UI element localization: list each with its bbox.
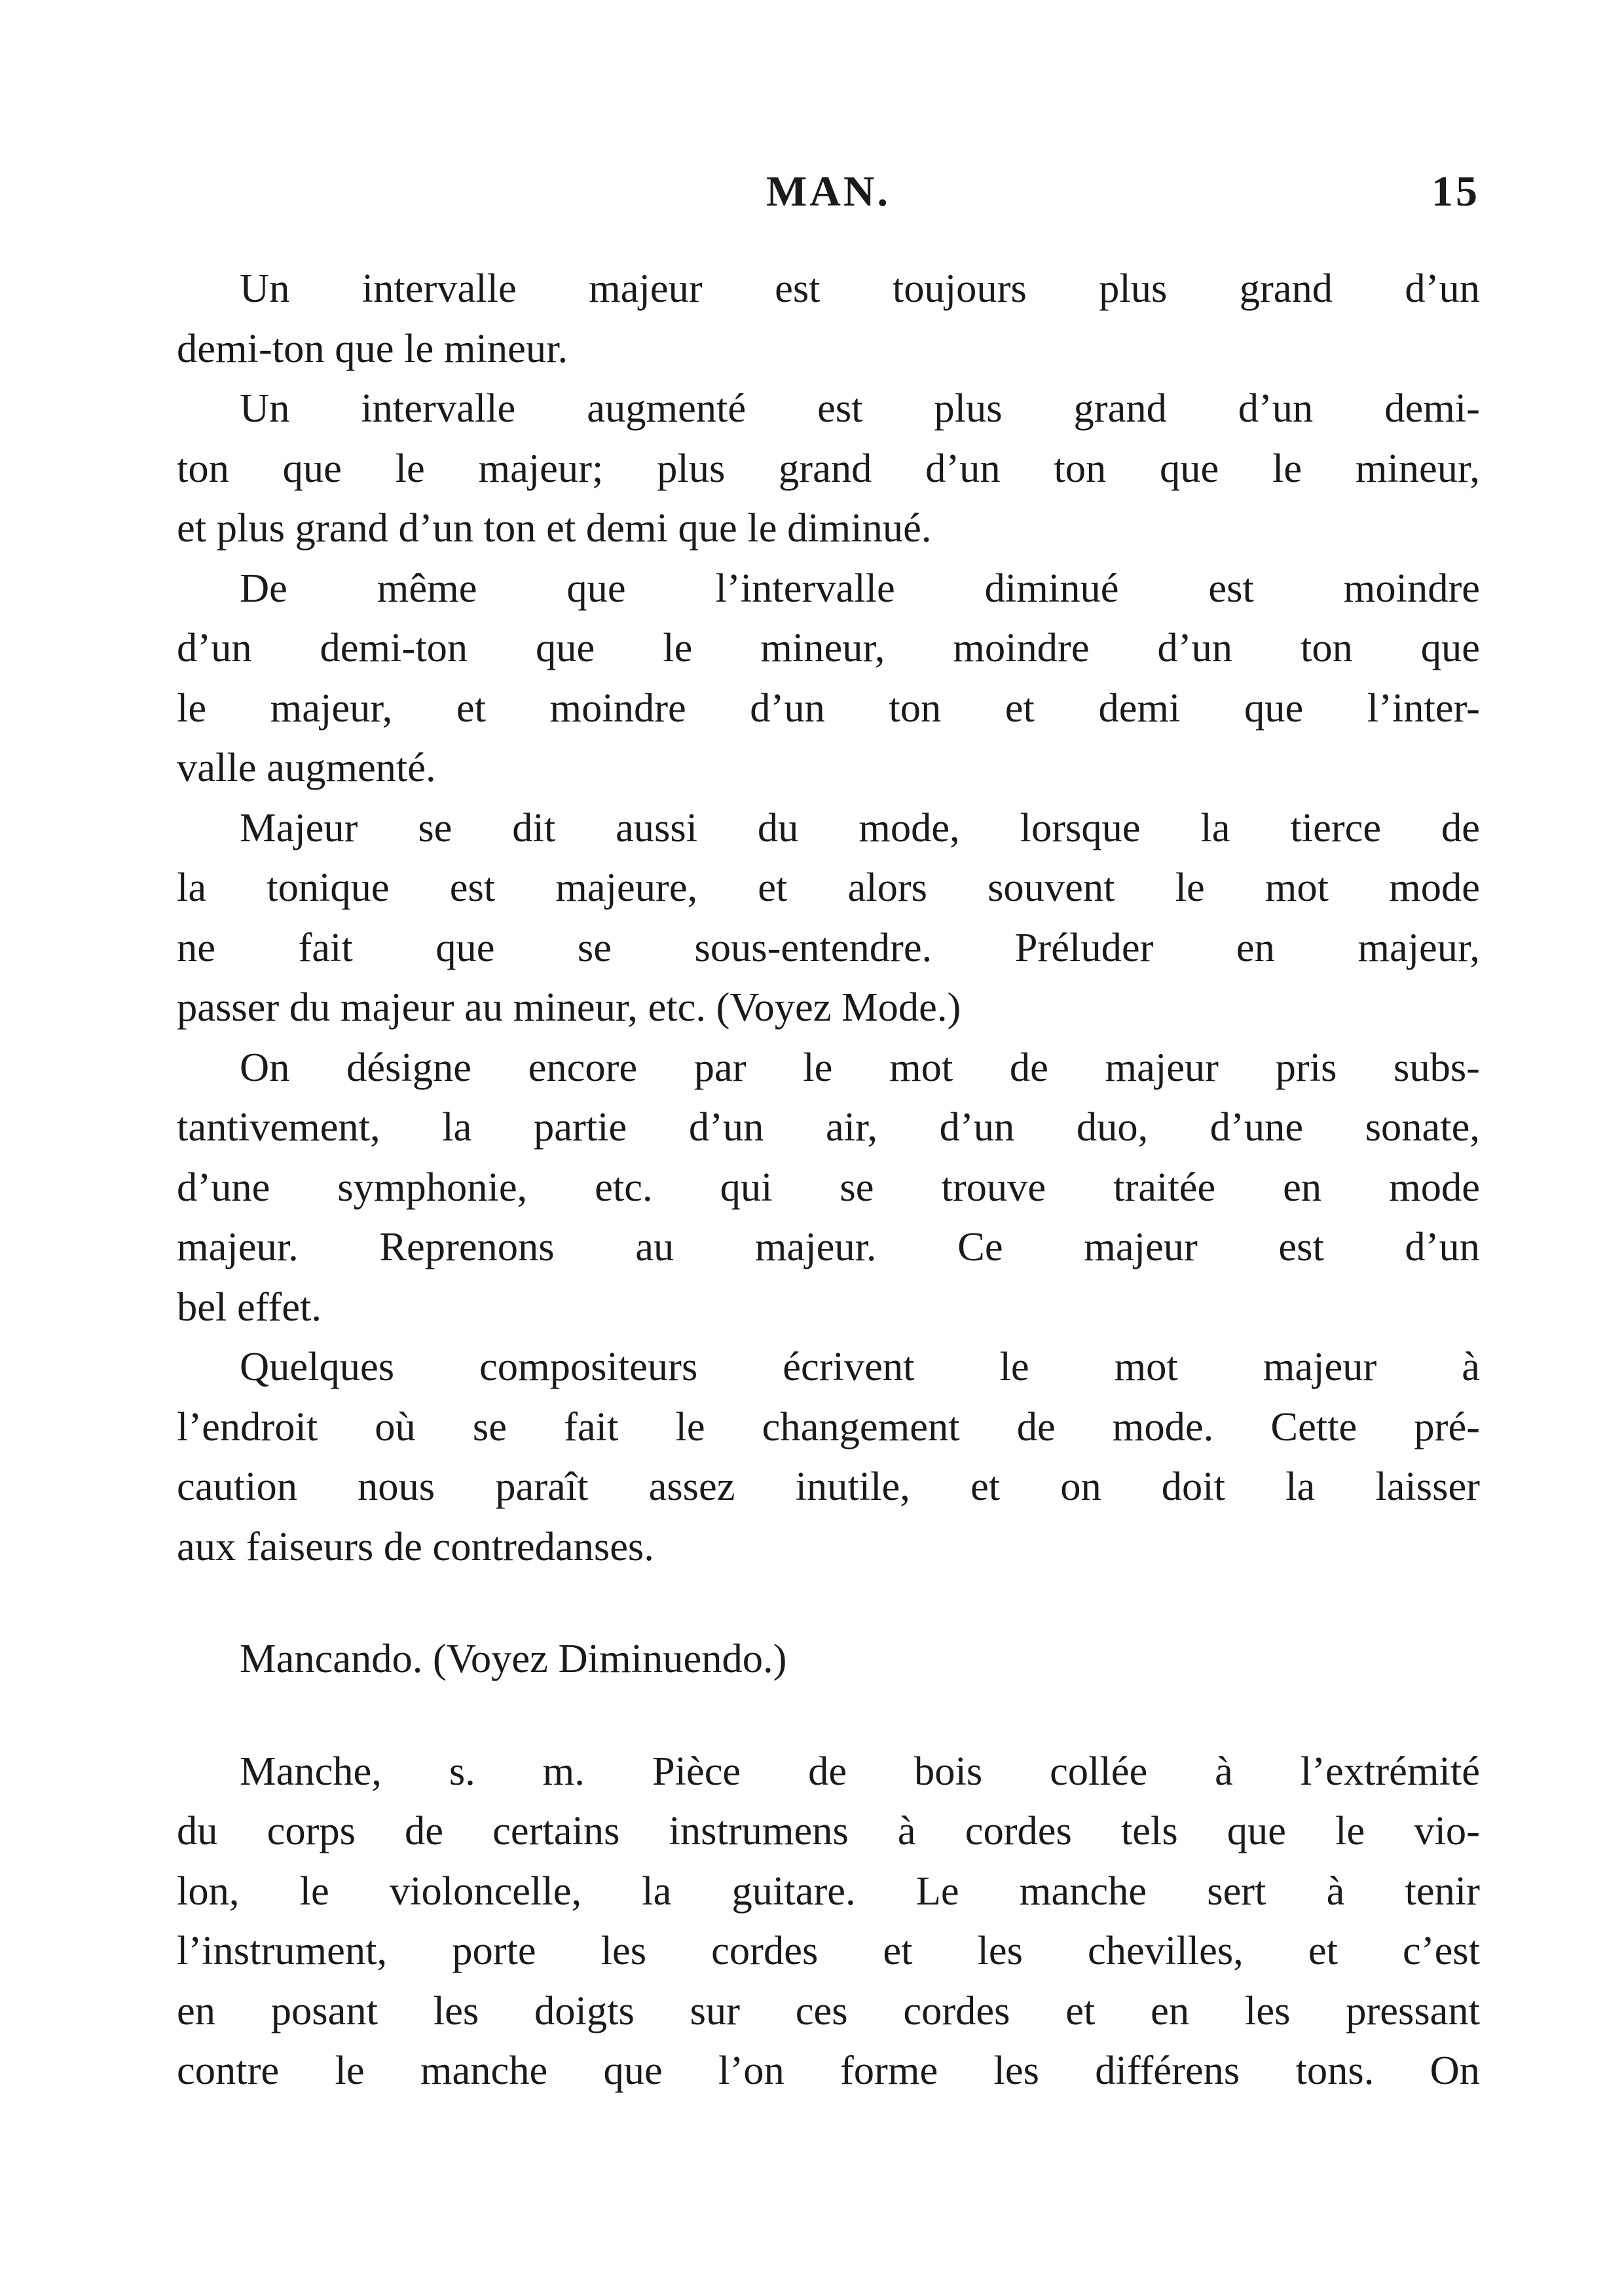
text-line: passer du majeur au mineur, etc. (Voyez Mode.): [177, 984, 961, 1030]
page-body: [177, 259, 1480, 2101]
text-line: Un intervalle majeur est toujours plus grand d’un: [240, 265, 1480, 311]
text-line: Majeur se dit aussi du mode, lorsque la tierce de: [240, 804, 1480, 850]
text-line: caution nous paraît assez inutile, et on doit la laisser: [177, 1463, 1480, 1509]
text-line: Un intervalle augmenté est plus grand d’un demi-: [240, 385, 1480, 431]
dictionary-entry-manche: [177, 1741, 1480, 2101]
text-line: bel effet.: [177, 1283, 322, 1330]
text-line: lon, le violoncelle, la guitare. Le manche sert à tenir: [177, 1867, 1480, 1914]
text-line: valle augmenté.: [177, 744, 436, 790]
text-line: d’un demi-ton que le mineur, moindre d’un ton que: [177, 625, 1480, 670]
paragraph: [177, 378, 1480, 558]
text-line: contre le manche que l’on forme les différens tons. On: [177, 2047, 1480, 2093]
spacer: [177, 1576, 1480, 1629]
page-header: [177, 167, 1480, 239]
text-line: la tonique est majeure, et alors souvent le mot mode: [177, 864, 1480, 910]
paragraph: [177, 1337, 1480, 1576]
spacer: [177, 1689, 1480, 1741]
text-line: et plus grand d’un ton et demi que le diminué.: [177, 505, 932, 551]
text-line: On désigne encore par le mot de majeur pris subs-: [240, 1044, 1480, 1090]
paragraph: [177, 798, 1480, 1038]
text-line: Mancando. (Voyez Diminuendo.): [240, 1635, 787, 1681]
text-line: d’une symphonie, etc. qui se trouve traitée en mode: [177, 1163, 1480, 1210]
paragraph: [177, 259, 1480, 378]
running-head: MAN.: [766, 168, 891, 215]
text-line: ton que le majeur; plus grand d’un ton que le mineur,: [177, 445, 1480, 491]
text-line: Manche, s. m. Pièce de bois collée à l’extrémité: [240, 1747, 1480, 1794]
text-line: le majeur, et moindre d’un ton et demi que l’inter-: [177, 684, 1480, 731]
text-line: De même que l’intervalle diminué est moindre: [240, 564, 1480, 611]
text-line: Quelques compositeurs écrivent le mot majeur à: [240, 1343, 1480, 1389]
text-line: aux faiseurs de contredanses.: [177, 1523, 654, 1569]
text-line: l’instrument, porte les cordes et les chevilles, et c’est: [177, 1927, 1480, 1973]
text-line: en posant les doigts sur ces cordes et en les pressant: [177, 1987, 1480, 2033]
text-line: majeur. Reprenons au majeur. Ce majeur est d’un: [177, 1224, 1480, 1269]
text-line: du corps de certains instrumens à cordes tels que le vio-: [177, 1808, 1480, 1853]
text-line: tantivement, la partie d’un air, d’un duo, d’une sonate,: [177, 1104, 1480, 1150]
page-number: 15: [1431, 168, 1480, 215]
text-line: l’endroit où se fait le changement de mode. Cette pré-: [177, 1403, 1480, 1449]
paragraph: [177, 558, 1480, 798]
paragraph: [177, 1038, 1480, 1338]
dictionary-entry-mancando: [177, 1629, 1480, 1689]
text-line: ne fait que se sous-entendre. Préluder en majeur,: [177, 924, 1480, 970]
text-line: demi-ton que le mineur.: [177, 325, 568, 371]
